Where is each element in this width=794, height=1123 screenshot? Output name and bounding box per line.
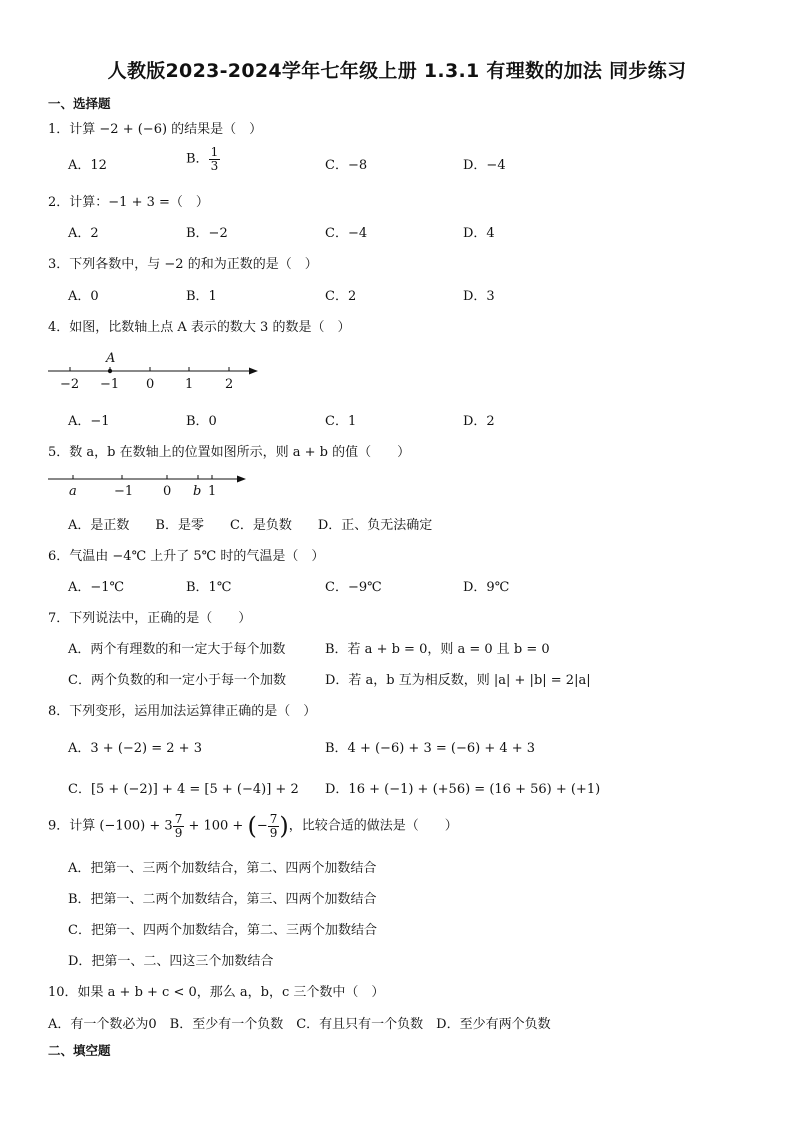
q9-stem-start: 9．计算 (−100) + 3 <box>48 818 173 834</box>
section-heading-choice: 一、选择题 <box>48 96 111 111</box>
q5-number-line <box>46 468 256 502</box>
q4-axis-arrow <box>249 368 258 375</box>
q4-tick-label: −1 <box>100 377 120 392</box>
q1-option-d: D．−4 <box>463 158 506 173</box>
q3-option-a: A．0 <box>68 289 99 304</box>
q3-option-b: B．1 <box>186 289 217 304</box>
q8-option-b: B．4 + (−6) + 3 = (−6) + 4 + 3 <box>325 741 536 756</box>
q8-option-d: D．16 + (−1) + (+56) = (16 + 56) + (+1) <box>325 782 601 797</box>
q1-b-numerator: 1 <box>210 145 219 159</box>
q2-option-c: C．−4 <box>325 226 368 241</box>
q5-label-a: a <box>69 484 77 499</box>
q4-tick-label: 1 <box>185 377 194 392</box>
q8-option-a: A．3 + (−2) = 2 + 3 <box>68 741 202 756</box>
q1-option-b-fraction <box>209 146 221 172</box>
q5-label-zero: 0 <box>163 484 172 499</box>
q4-tick-label: −2 <box>60 377 80 392</box>
section-heading-fill: 二、填空题 <box>48 1043 111 1058</box>
question-10-stem: 10．如果 a + b + c < 0，那么 a，b，c 三个数中（ ） <box>48 985 385 1000</box>
q2-option-b: B．−2 <box>186 226 228 241</box>
q9-mixed-fraction <box>173 813 185 839</box>
question-5-stem: 5．数 a，b 在数轴上的位置如图所示，则 a + b 的值（ ） <box>48 445 411 460</box>
q9-neg-numerator: 7 <box>269 811 278 826</box>
q9-minus-sign: − <box>256 818 268 834</box>
q8-option-c: C．[5 + (−2)] + 4 = [5 + (−4)] + 2 <box>68 782 299 797</box>
q9-right-paren: ) <box>279 812 289 840</box>
q1-option-b-label: B． <box>186 151 209 167</box>
q2-option-a: A．2 <box>68 226 99 241</box>
q6-option-c: C．−9℃ <box>325 580 382 595</box>
q6-option-a: A．−1℃ <box>68 580 125 595</box>
q4-number-line <box>46 346 266 396</box>
q9-stem-middle: + 100 + <box>184 818 248 834</box>
q7-option-a: A．两个有理数的和一定大于每个加数 <box>68 642 286 657</box>
q7-option-d: D．若 a，b 互为相反数，则 |a| + |b| = 2|a| <box>325 673 591 688</box>
question-7-stem: 7．下列说法中，正确的是（ ） <box>48 611 252 626</box>
q4-option-c: C．1 <box>325 414 357 429</box>
question-8-stem: 8．下列变形，运用加法运算律正确的是（ ） <box>48 704 317 719</box>
q9-neg-fraction <box>268 813 280 839</box>
q9-option-a: A．把第一、三两个加数结合，第二、四两个加数结合 <box>68 861 377 876</box>
q6-option-d: D．9℃ <box>463 580 510 595</box>
q4-point-a <box>108 369 112 373</box>
question-3-stem: 3．下列各数中，与 −2 的和为正数的是（ ） <box>48 257 318 272</box>
q3-option-d: D．3 <box>463 289 495 304</box>
q7-option-c: C．两个负数的和一定小于每一个加数 <box>68 673 286 688</box>
q9-mixed-numerator: 7 <box>174 811 183 826</box>
q6-option-b: B．1℃ <box>186 580 232 595</box>
q1-option-a: A．12 <box>68 158 107 173</box>
q9-option-d: D．把第一、二、四这三个加数结合 <box>68 954 274 969</box>
q3-option-c: C．2 <box>325 289 357 304</box>
question-4-stem: 4．如图，比数轴上点 A 表示的数大 3 的数是（ ） <box>48 320 351 335</box>
q5-label-one: 1 <box>208 484 217 499</box>
q9-mixed-denominator: 9 <box>174 825 183 840</box>
q4-option-b: B．0 <box>186 414 217 429</box>
q9-left-paren: ( <box>247 812 257 840</box>
question-1-stem: 1．计算 −2 + (−6) 的结果是（ ） <box>48 122 263 137</box>
q2-option-d: D．4 <box>463 226 495 241</box>
q4-point-label: A <box>106 351 116 366</box>
q1-option-c: C．−8 <box>325 158 368 173</box>
question-2-stem: 2．计算：−1 + 3 =（ ） <box>48 195 209 210</box>
q5-label-neg1: −1 <box>114 484 134 499</box>
q10-options: A．有一个数必为0 B．至少有一个负数 C．有且只有一个负数 D．至少有两个负数 <box>48 1017 551 1032</box>
q4-option-a: A．−1 <box>68 414 110 429</box>
q1-option-b <box>186 146 220 172</box>
page-title: 人教版2023-2024学年七年级上册 1.3.1 有理数的加法 同步练习 <box>107 60 687 82</box>
q9-option-c: C．把第一、四两个加数结合，第二、三两个加数结合 <box>68 923 377 938</box>
q9-stem-end: ，比较合适的做法是（ ） <box>288 818 458 834</box>
q9-option-b: B．把第一、二两个加数结合，第三、四两个加数结合 <box>68 892 377 907</box>
q4-option-d: D．2 <box>463 414 495 429</box>
q1-b-denominator: 3 <box>210 158 219 173</box>
q9-neg-denominator: 9 <box>269 825 278 840</box>
q4-tick-label: 2 <box>225 377 234 392</box>
q7-option-b: B．若 a + b = 0，则 a = 0 且 b = 0 <box>325 642 550 657</box>
question-6-stem: 6．气温由 −4℃ 上升了 5℃ 时的气温是（ ） <box>48 549 325 564</box>
q4-tick-label: 0 <box>146 377 155 392</box>
question-9-stem <box>48 812 458 840</box>
q5-label-b: b <box>193 484 202 499</box>
q5-options: A．是正数 B．是零 C．是负数 D．正、负无法确定 <box>68 518 433 533</box>
q5-axis-arrow <box>237 476 246 483</box>
